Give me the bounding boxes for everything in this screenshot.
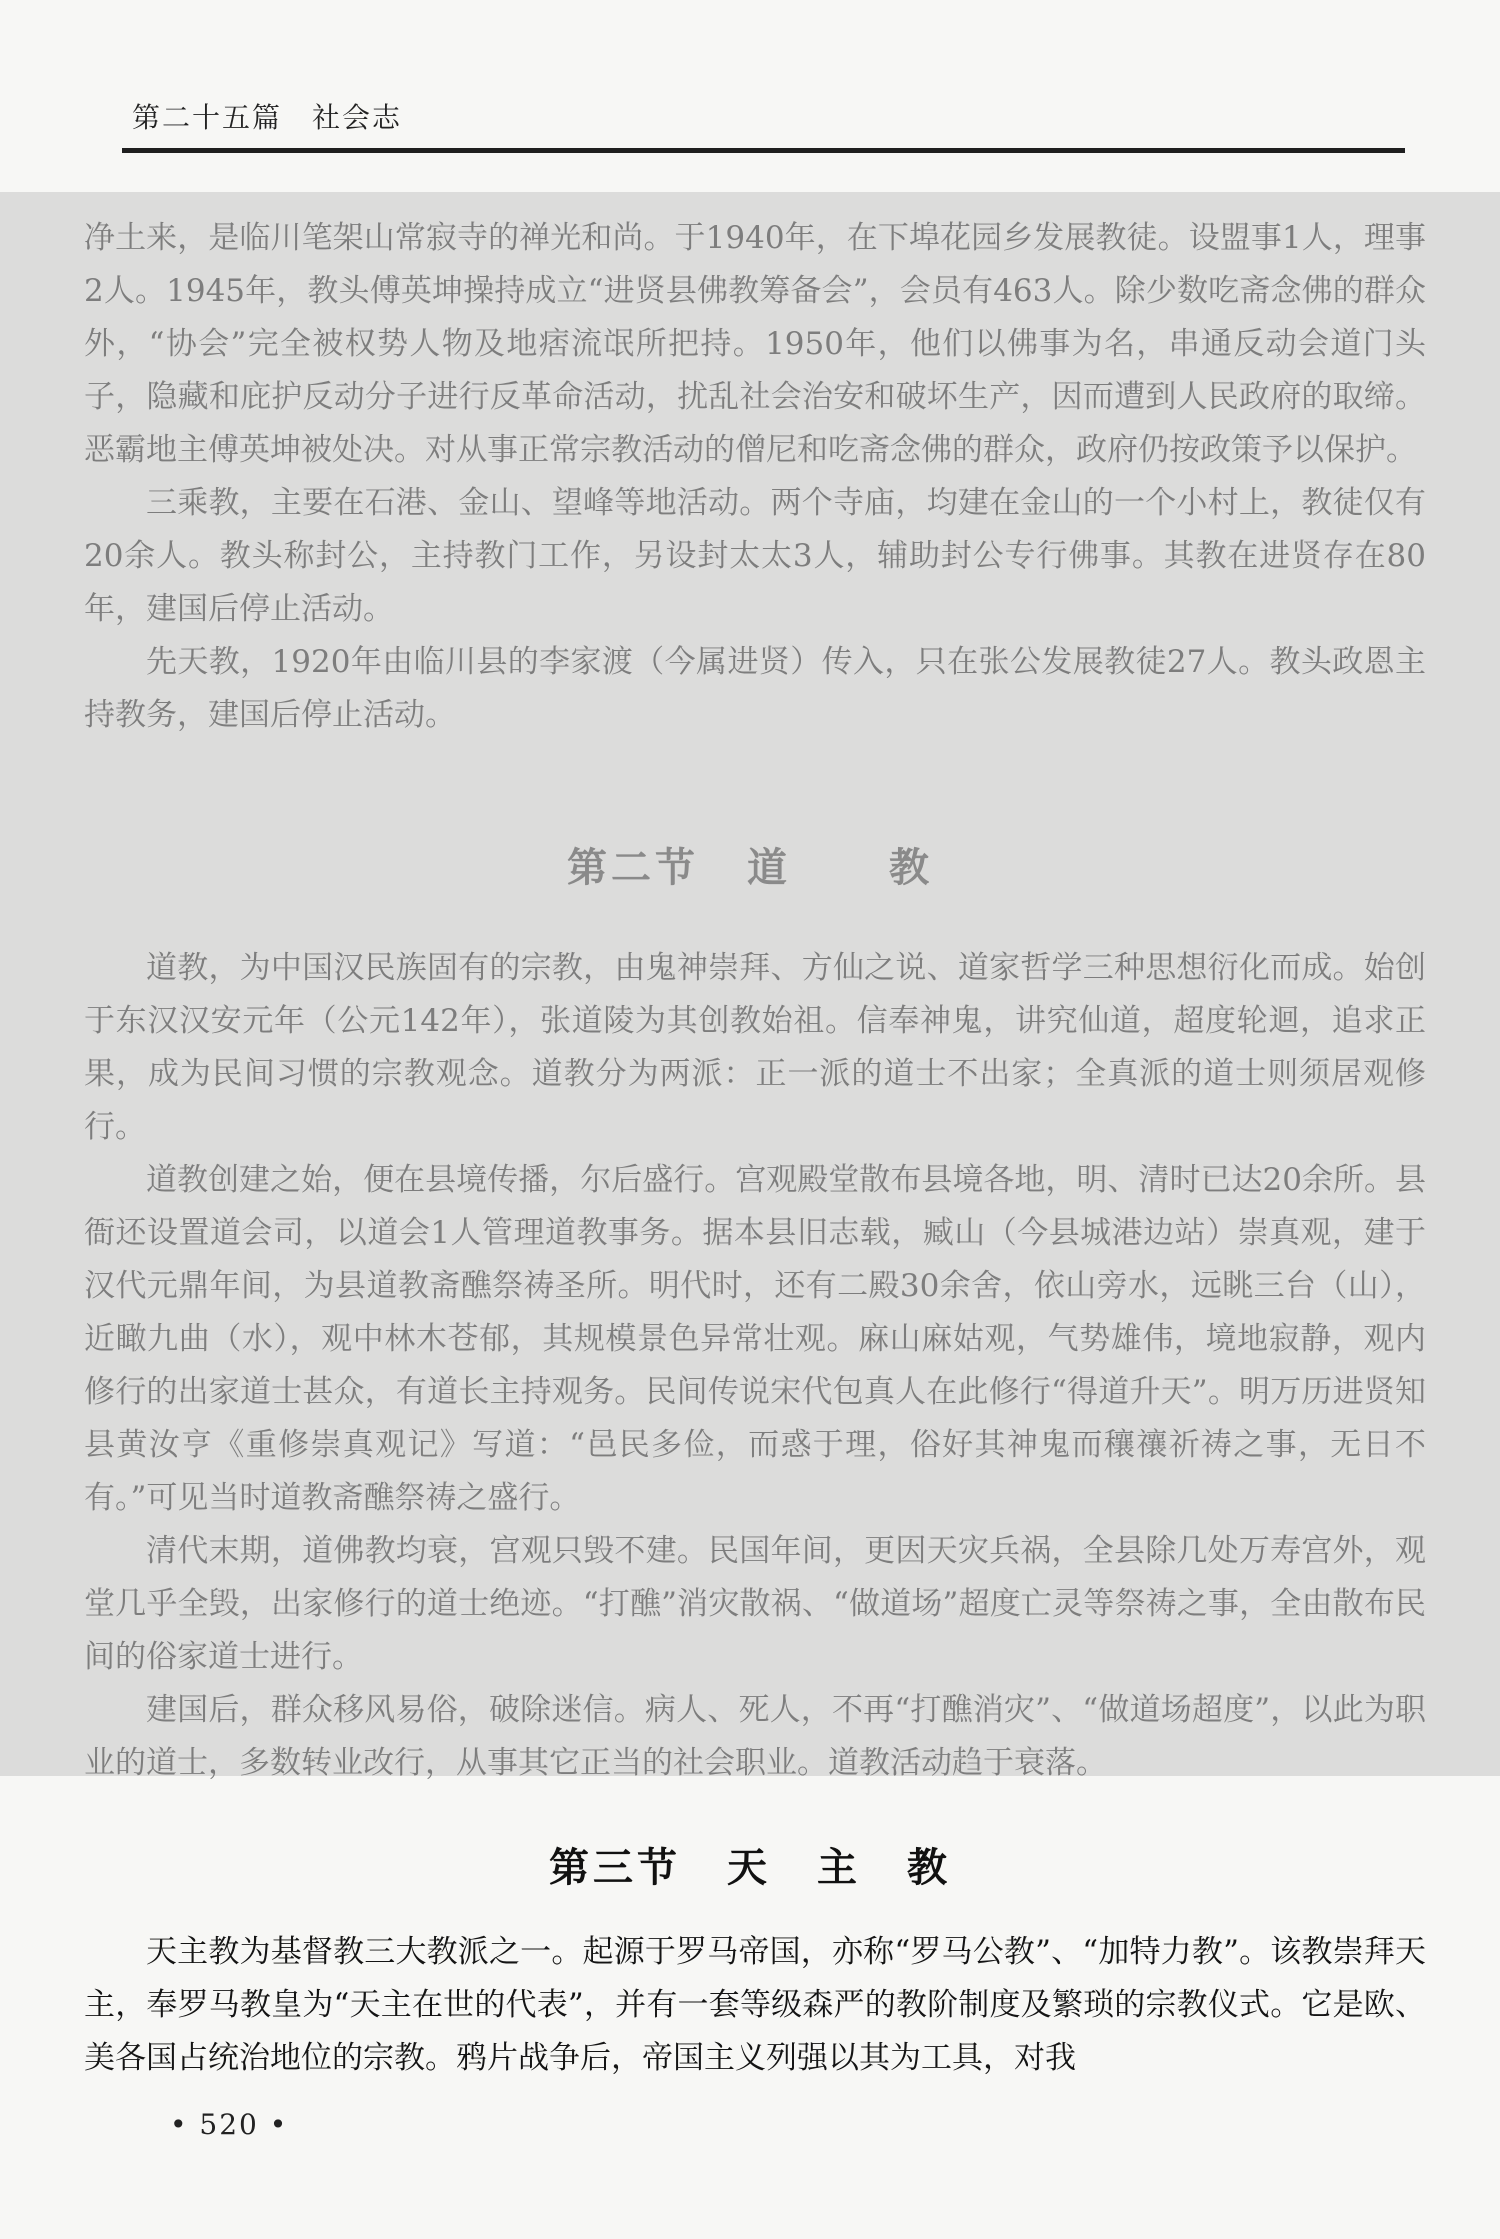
paragraph: 清代末期，道佛教均衰，宫观只毁不建。民国年间，更因天灾兵祸，全县除几处万寿宫外，观堂几乎全毁，出家修行的道士绝迹。“打醮”消灾散祸、“做道场”超度亡灵等祭祷之事，全由散布民间的俗家道士进行。 [84,1533,1426,1675]
section-number: 第三节 [549,1845,681,1891]
paragraph: 净土来，是临川笔架山常寂寺的禅光和尚。于1940年，在下埠花园乡发展教徒。设盟事1人，理事2人。1945年，教头傅英坤操持成立“进贤县佛教筹备会”，会员有463人。除少数吃斋念佛的群众外，“协会”完全被权势人物及地痞流氓所把持。1950年，他们以佛事为名，串通反动会道门头子，隐藏和庇护反动分子进行反革命活动，扰乱社会治安和破坏生产，因而遭到人民政府的取缔。恶霸地主傅英坤被处决。对从事正常宗教活动的僧尼和吃斋念佛的群众，政府仍按政策予以保护。 [84,220,1426,468]
body-text-block-a [84,212,1426,742]
section-title-daoism [0,836,1500,893]
paragraph: 先天教，1920年由临川县的李家渡（今属进贤）传入，只在张公发展教徒27人。教头政恩主持教务，建国后停止活动。 [84,644,1426,733]
paragraph: 道教创建之始，便在县境传播，尔后盛行。宫观殿堂散布县境各地，明、清时已达20余所。县衙还设置道会司，以道会1人管理道教事务。据本县旧志载，臧山（今县城港边站）崇真观，建于汉代元鼎年间，为县道教斋醮祭祷圣所。明代时，还有二殿30余舍，依山旁水，远眺三台（山），近瞰九曲（水），观中林木苍郁，其规模景色异常壮观。麻山麻姑观，气势雄伟，境地寂静，观内修行的出家道士甚众，有道长主持观务。民间传说宋代包真人在此修行“得道升天”。明万历进贤知县黄汝亨《重修崇真观记》写道：“邑民多俭，而惑于理，俗好其神鬼而穰禳祈祷之事，无日不有。”可见当时道教斋醮祭祷之盛行。 [84,1162,1426,1516]
running-head: 第二十五篇 社会志 [132,101,403,134]
paragraph: 天主教为基督教三大教派之一。起源于罗马帝国，亦称“罗马公教”、“加特力教”。该教崇拜天主，奉罗马教皇为“天主在世的代表”，并有一套等级森严的教阶制度及繁琐的宗教仪式。它是欧、美各国占统治地位的宗教。鸦片战争后，帝国主义列强以其为工具，对我 [84,1934,1426,2076]
paragraph: 三乘教，主要在石港、金山、望峰等地活动。两个寺庙，均建在金山的一个小村上，教徒仅有20余人。教头称封公，主持教门工作，另设封太太3人，辅助封公专行佛事。其教在进贤存在80年，建国后停止活动。 [84,485,1426,627]
section-title-char: 教 [907,1845,951,1891]
paragraph: 建国后，群众移风易俗，破除迷信。病人、死人，不再“打醮消灾”、“做道场超度”，以此为职业的道士，多数转业改行，从事其它正当的社会职业。道教活动趋于衰落。 [84,1692,1426,1781]
page-number: • 520 • [170,2108,289,2141]
header-rule [122,148,1405,153]
section-title-char: 教 [889,845,933,891]
body-text-block-c [84,1926,1426,2085]
body-text-block-b [84,942,1426,1790]
paragraph: 道教，为中国汉民族固有的宗教，由鬼神崇拜、方仙之说、道家哲学三种思想衍化而成。始创于东汉汉安元年（公元142年），张道陵为其创教始祖。信奉神鬼，讲究仙道，超度轮迴，追求正果，成为民间习惯的宗教观念。道教分为两派：正一派的道士不出家；全真派的道士则须居观修行。 [84,950,1426,1145]
section-number: 第二节 [567,845,699,891]
section-title-catholicism [0,1836,1500,1893]
section-title-char: 主 [817,1845,861,1891]
section-title-char: 道 [747,845,791,891]
section-title-char: 天 [727,1845,771,1891]
